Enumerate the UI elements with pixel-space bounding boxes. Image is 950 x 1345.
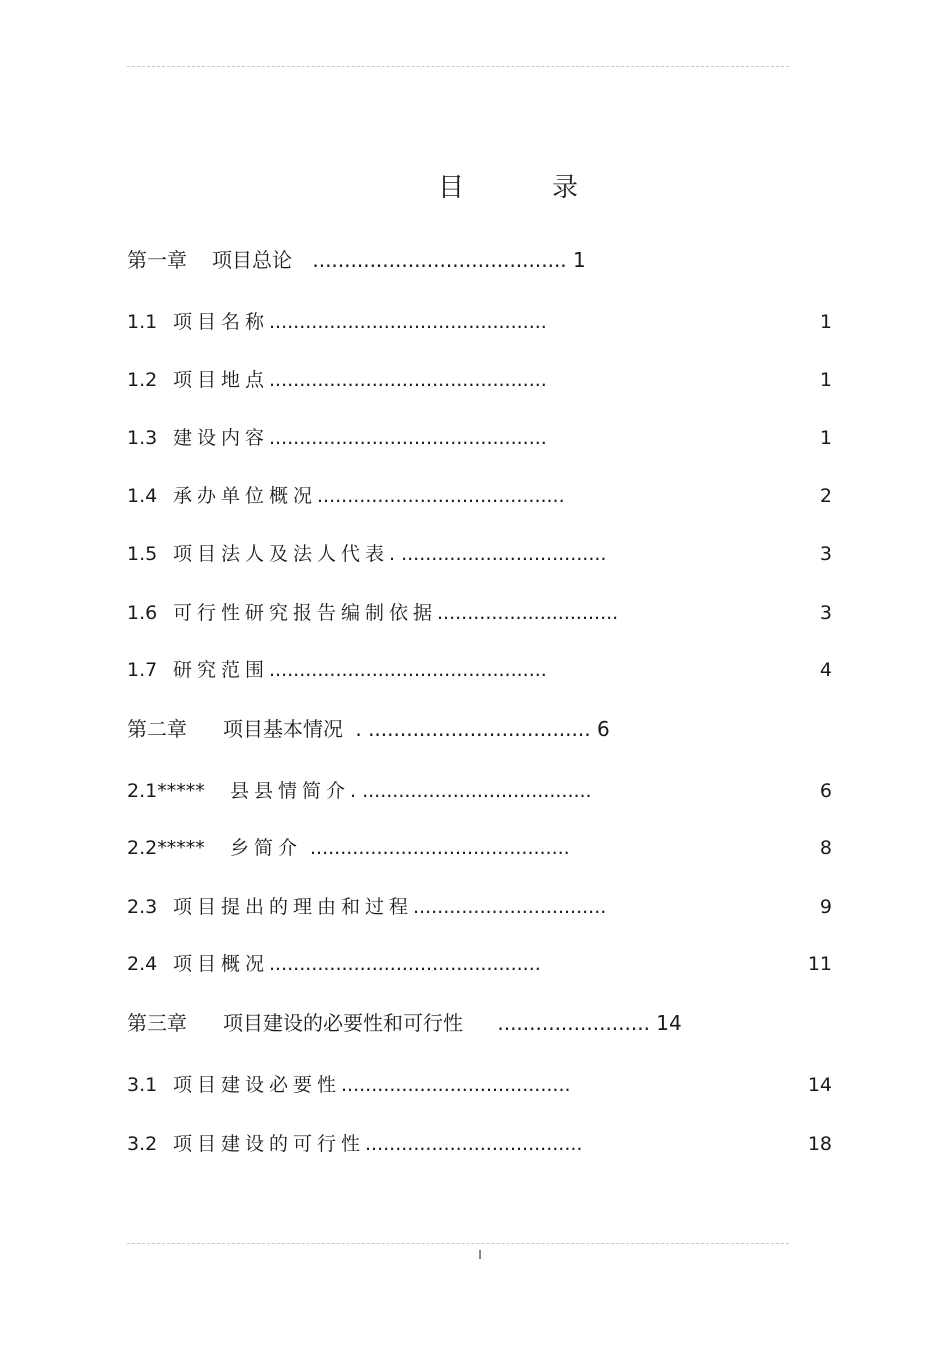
entry-title-line bbox=[173, 541, 606, 567]
chapter-title: 项目总论 bbox=[212, 248, 292, 272]
chapter-page: 14 bbox=[656, 1011, 682, 1035]
entry-page: 1 bbox=[819, 369, 832, 391]
chapter-dots: . ................................... bbox=[355, 717, 591, 741]
entry-number: 2.1***** bbox=[127, 780, 205, 802]
toc-entry-2-3[interactable] bbox=[127, 894, 832, 920]
chapter-title-line bbox=[223, 1010, 682, 1036]
toc-entry-1-7[interactable] bbox=[127, 657, 832, 683]
entry-title-line bbox=[173, 483, 565, 509]
toc-entry-3-2[interactable] bbox=[127, 1131, 832, 1157]
entry-title: 项目地点 bbox=[173, 369, 270, 391]
entry-title-line bbox=[173, 367, 547, 393]
entry-number: 3.2 bbox=[127, 1133, 158, 1155]
toc-entry-2-1[interactable] bbox=[127, 778, 832, 804]
entry-dots: .................................... bbox=[365, 1133, 583, 1155]
entry-number: 2.3 bbox=[127, 896, 158, 918]
header-divider bbox=[127, 66, 789, 67]
entry-page: 8 bbox=[819, 837, 832, 859]
entry-dots: ................................ bbox=[413, 896, 607, 918]
entry-number: 1.7 bbox=[127, 659, 158, 681]
entry-title-line bbox=[173, 1072, 571, 1098]
entry-page: 3 bbox=[819, 543, 832, 565]
toc-entry-2-2[interactable] bbox=[127, 835, 832, 861]
toc-entry-1-4[interactable] bbox=[127, 483, 832, 509]
entry-page: 1 bbox=[819, 427, 832, 449]
entry-title-line bbox=[173, 425, 547, 451]
chapter-title: 项目建设的必要性和可行性 bbox=[223, 1011, 463, 1035]
entry-dots: ...................................... bbox=[341, 1074, 571, 1096]
entry-page: 1 bbox=[819, 311, 832, 333]
entry-page: 18 bbox=[807, 1133, 832, 1155]
entry-title: 项目名称 bbox=[173, 311, 270, 333]
chapter-title: 项目基本情况 bbox=[223, 717, 343, 741]
entry-dots: .............................. bbox=[437, 602, 619, 624]
page-title bbox=[0, 170, 950, 206]
entry-page: 9 bbox=[819, 896, 832, 918]
entry-dots: ........................................... bbox=[310, 837, 570, 859]
page-title-part2: 录 bbox=[552, 173, 579, 203]
entry-page: 2 bbox=[819, 485, 832, 507]
entry-title: 项目概况 bbox=[173, 953, 270, 975]
toc-entry-1-1[interactable] bbox=[127, 309, 832, 335]
entry-title: 项目法人及法人代表 bbox=[173, 543, 390, 565]
entry-dots: . ...................................... bbox=[350, 780, 592, 802]
entry-page: 11 bbox=[807, 953, 832, 975]
entry-dots: ............................................. bbox=[269, 953, 541, 975]
footer-page-number: I bbox=[478, 1248, 482, 1262]
entry-number: 1.2 bbox=[127, 369, 158, 391]
entry-dots: .............................................. bbox=[269, 311, 547, 333]
page-title-part1: 目 bbox=[438, 173, 465, 203]
toc-entry-1-5[interactable] bbox=[127, 541, 832, 567]
entry-title-line bbox=[230, 778, 592, 804]
toc-entry-1-6[interactable] bbox=[127, 600, 832, 626]
entry-page: 6 bbox=[819, 780, 832, 802]
entry-title: 研究范围 bbox=[173, 659, 270, 681]
toc-entry-3-1[interactable] bbox=[127, 1072, 832, 1098]
entry-title: 项目提出的理由和过程 bbox=[173, 896, 414, 918]
chapter-page: 6 bbox=[596, 717, 610, 741]
entry-title-line bbox=[173, 1131, 582, 1157]
entry-dots: .............................................. bbox=[269, 369, 547, 391]
entry-title: 承办单位概况 bbox=[173, 485, 318, 507]
entry-title-line bbox=[173, 894, 606, 920]
toc-entry-1-2[interactable] bbox=[127, 367, 832, 393]
entry-title: 建设内容 bbox=[173, 427, 270, 449]
entry-title-line bbox=[173, 951, 541, 977]
entry-number: 1.3 bbox=[127, 427, 158, 449]
chapter-title-line bbox=[223, 716, 610, 742]
entry-title: 可行性研究报告编制依据 bbox=[173, 602, 438, 624]
entry-dots: .............................................. bbox=[269, 427, 547, 449]
chapter-dots: ........................................ bbox=[312, 248, 567, 272]
entry-number: 1.5 bbox=[127, 543, 158, 565]
entry-number: 1.1 bbox=[127, 311, 158, 333]
entry-title-line bbox=[173, 657, 547, 683]
entry-number: 3.1 bbox=[127, 1074, 158, 1096]
entry-page: 14 bbox=[807, 1074, 832, 1096]
toc-entry-2-4[interactable] bbox=[127, 951, 832, 977]
entry-dots: .............................................. bbox=[269, 659, 547, 681]
entry-title-line bbox=[173, 600, 618, 626]
chapter-dots: ........................ bbox=[497, 1011, 650, 1035]
chapter-title-line bbox=[212, 247, 586, 273]
footer-divider bbox=[127, 1243, 789, 1244]
entry-page: 3 bbox=[819, 602, 832, 624]
entry-title: 项目建设必要性 bbox=[173, 1074, 342, 1096]
entry-dots: ......................................... bbox=[317, 485, 565, 507]
entry-number: 2.4 bbox=[127, 953, 158, 975]
entry-title: 县县情简介 bbox=[230, 780, 351, 802]
entry-dots: . .................................. bbox=[389, 543, 607, 565]
entry-number: 1.4 bbox=[127, 485, 158, 507]
chapter-page: 1 bbox=[573, 248, 586, 272]
entry-title: 项目建设的可行性 bbox=[173, 1133, 366, 1155]
chapter-label: 第一章 bbox=[127, 248, 187, 272]
chapter-label: 第三章 bbox=[127, 1011, 187, 1035]
entry-title-line bbox=[173, 309, 547, 335]
chapter-label: 第二章 bbox=[127, 717, 187, 741]
entry-number: 1.6 bbox=[127, 602, 158, 624]
entry-title: 乡简介 bbox=[230, 837, 303, 859]
toc-entry-1-3[interactable] bbox=[127, 425, 832, 451]
entry-page: 4 bbox=[819, 659, 832, 681]
entry-number: 2.2***** bbox=[127, 837, 205, 859]
entry-title-line bbox=[230, 835, 570, 861]
